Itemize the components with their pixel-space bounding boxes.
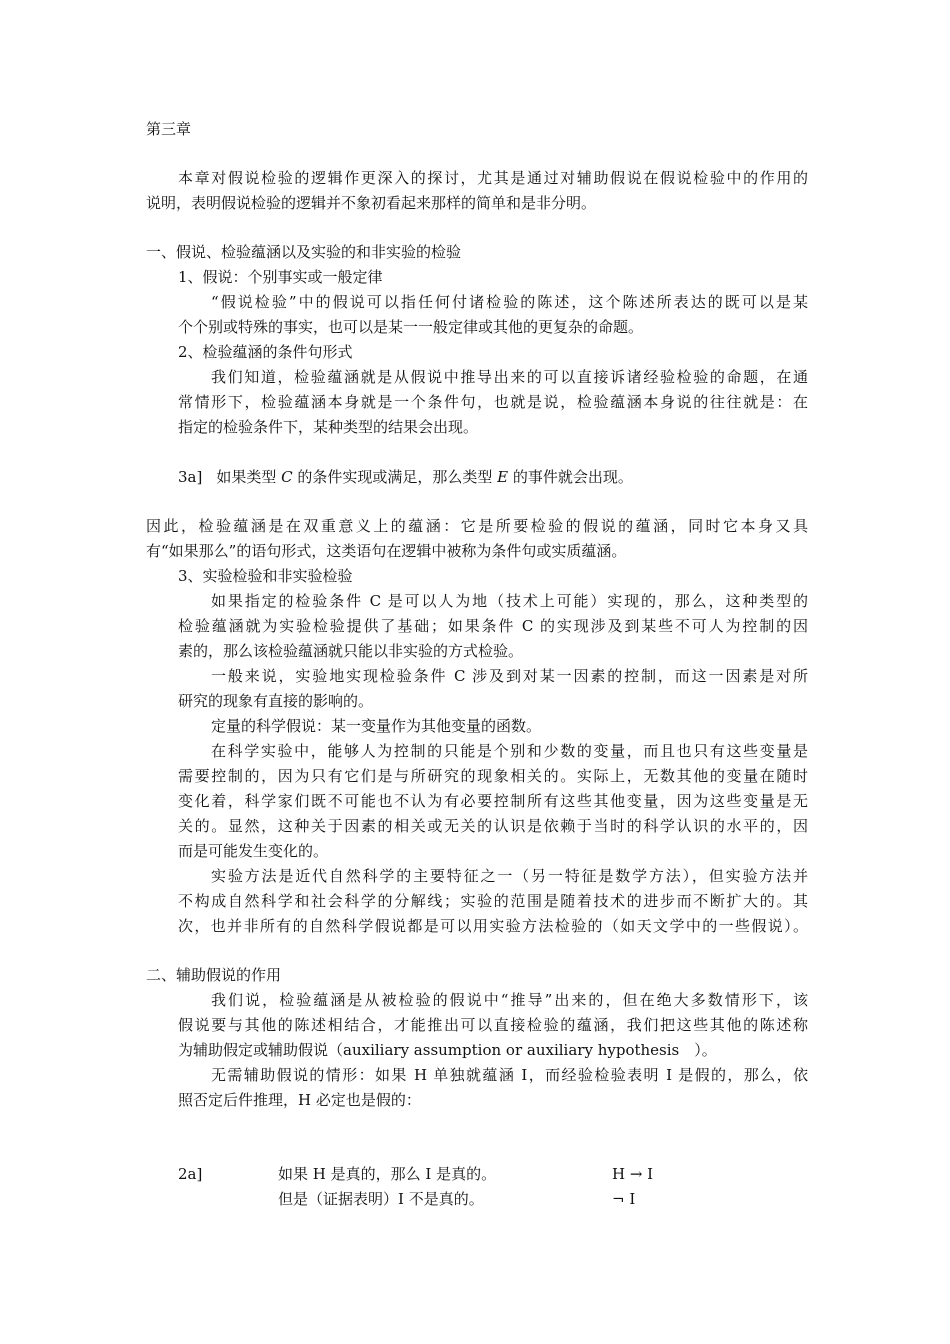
sub3-p4-line-3: 变化着，科学家们既不可能也不认为有必要控制所有这些其他变量，因为这些变量是无 xyxy=(178,792,808,810)
argument-premise-2: 但是（证据表明）I 不是真的。 xyxy=(278,1190,484,1208)
sub3-p4-line-1: 在科学实验中，能够人为控制的只能是个别和少数的变量，而且也只有这些变量是 xyxy=(211,742,808,760)
formula-label: 3a] xyxy=(178,468,203,486)
s2-p1-line-2: 假说要与其他的陈述相结合，才能推出可以直接检验的蕴涵，我们把这些其他的陈述称 xyxy=(178,1016,808,1034)
intro-line-1: 本章对假说检验的逻辑作更深入的探讨，尤其是通过对辅助假说在假说检验中的作用的 xyxy=(178,169,808,187)
chapter-title: 第三章 xyxy=(146,120,192,138)
sub2-para-line-2: 常情形下，检验蕴涵本身就是一个条件句，也就是说，检验蕴涵本身说的往往就是：在 xyxy=(178,393,808,411)
sub2-after-line-1: 因此，检验蕴涵是在双重意义上的蕴涵：它是所要检验的假说的蕴涵，同时它本身又具 xyxy=(146,517,808,535)
subsection-2-heading: 2、检验蕴涵的条件句形式 xyxy=(178,343,353,361)
sub1-para-line-1: “假说检验”中的假说可以指任何付诸检验的陈述，这个陈述所表达的既可以是某 xyxy=(211,293,808,311)
variable-e: E xyxy=(497,468,509,486)
variable-c: C xyxy=(281,468,293,486)
sub3-p4-line-4: 关的。显然，这种关于因素的相关或无关的认识是依赖于当时的科学认识的水平的，因 xyxy=(178,817,808,835)
sub3-p3: 定量的科学假说：某一变量作为其他变量的函数。 xyxy=(211,717,542,735)
sub3-p2-line-1: 一般来说，实验地实现检验条件 C 涉及到对某一因素的控制，而这一因素是对所 xyxy=(211,667,808,685)
argument-label: 2a] xyxy=(178,1165,203,1183)
sub2-para-line-1: 我们知道，检验蕴涵就是从假说中推导出来的可以直接诉诸经验检验的命题，在通 xyxy=(211,368,808,386)
sub3-p1-line-2: 检验蕴涵就为实验检验提供了基础；如果条件 C 的实现涉及到某些不可人为控制的因 xyxy=(178,617,808,635)
sub3-p2-line-2: 研究的现象有直接的影响的。 xyxy=(178,692,374,710)
s2-p2-line-2: 照否定后件推理，H 必定也是假的： xyxy=(178,1091,421,1109)
argument-premise-1: 如果 H 是真的，那么 I 是真的。 xyxy=(278,1165,497,1183)
s2-p2-line-1: 无需辅助假说的情形：如果 H 单独就蕴涵 I，而经验检验表明 I 是假的，那么，依 xyxy=(211,1066,808,1084)
sub3-p5-line-1: 实验方法是近代自然科学的主要特征之一（另一特征是数学方法），但实验方法并 xyxy=(211,867,808,885)
sub2-para-line-3: 指定的检验条件下，某种类型的结果会出现。 xyxy=(178,418,479,436)
sub3-p5-line-3: 次，也并非所有的自然科学假说都是可以用实验方法检验的（如天文学中的一些假说）。 xyxy=(178,917,808,935)
s2-p1-line-1: 我们说，检验蕴涵是从被检验的假说中“推导”出来的，但在绝大多数情形下，该 xyxy=(211,991,808,1009)
subsection-1-heading: 1、假说：个别事实或一般定律 xyxy=(178,268,383,286)
sub3-p1-line-1: 如果指定的检验条件 C 是可以人为地（技术上可能）实现的，那么，这种类型的 xyxy=(211,592,808,610)
section-2-heading: 二、辅助假说的作用 xyxy=(146,966,282,984)
sub3-p4-line-2: 需要控制的，因为只有它们是与所研究的现象相关的。实际上，无数其他的变量在随时 xyxy=(178,767,808,785)
subsection-3-heading: 3、实验检验和非实验检验 xyxy=(178,567,353,585)
sub2-after-line-2: 有“如果那么”的语句形式，这类语句在逻辑中被称为条件句或实质蕴涵。 xyxy=(146,542,627,560)
argument-symbol-1: H → I xyxy=(612,1165,654,1183)
section-1-heading: 一、假说、检验蕴涵以及实验的和非实验的检验 xyxy=(146,243,462,261)
sub3-p4-line-5: 而是可能发生变化的。 xyxy=(178,842,329,860)
formula-3a: 3a] 如果类型 C 的条件实现或满足，那么类型 E 的事件就会出现。 xyxy=(178,468,633,486)
sub3-p1-line-3: 素的，那么该检验蕴涵就只能以非实验的方式检验。 xyxy=(178,642,524,660)
intro-line-2: 说明，表明假说检验的逻辑并不象初看起来那样的简单和是非分明。 xyxy=(146,194,597,212)
sub1-para-line-2: 个个别或特殊的事实，也可以是某一一般定律或其他的更复杂的命题。 xyxy=(178,318,644,336)
argument-symbol-2: ¬ I xyxy=(612,1190,636,1208)
s2-p1-line-3: 为辅助假定或辅助假说（auxiliary assumption or auxiliary hypothesis ）。 xyxy=(178,1041,717,1059)
sub3-p5-line-2: 不构成自然科学和社会科学的分解线；实验的范围是随着技术的进步而不断扩大的。其 xyxy=(178,892,808,910)
